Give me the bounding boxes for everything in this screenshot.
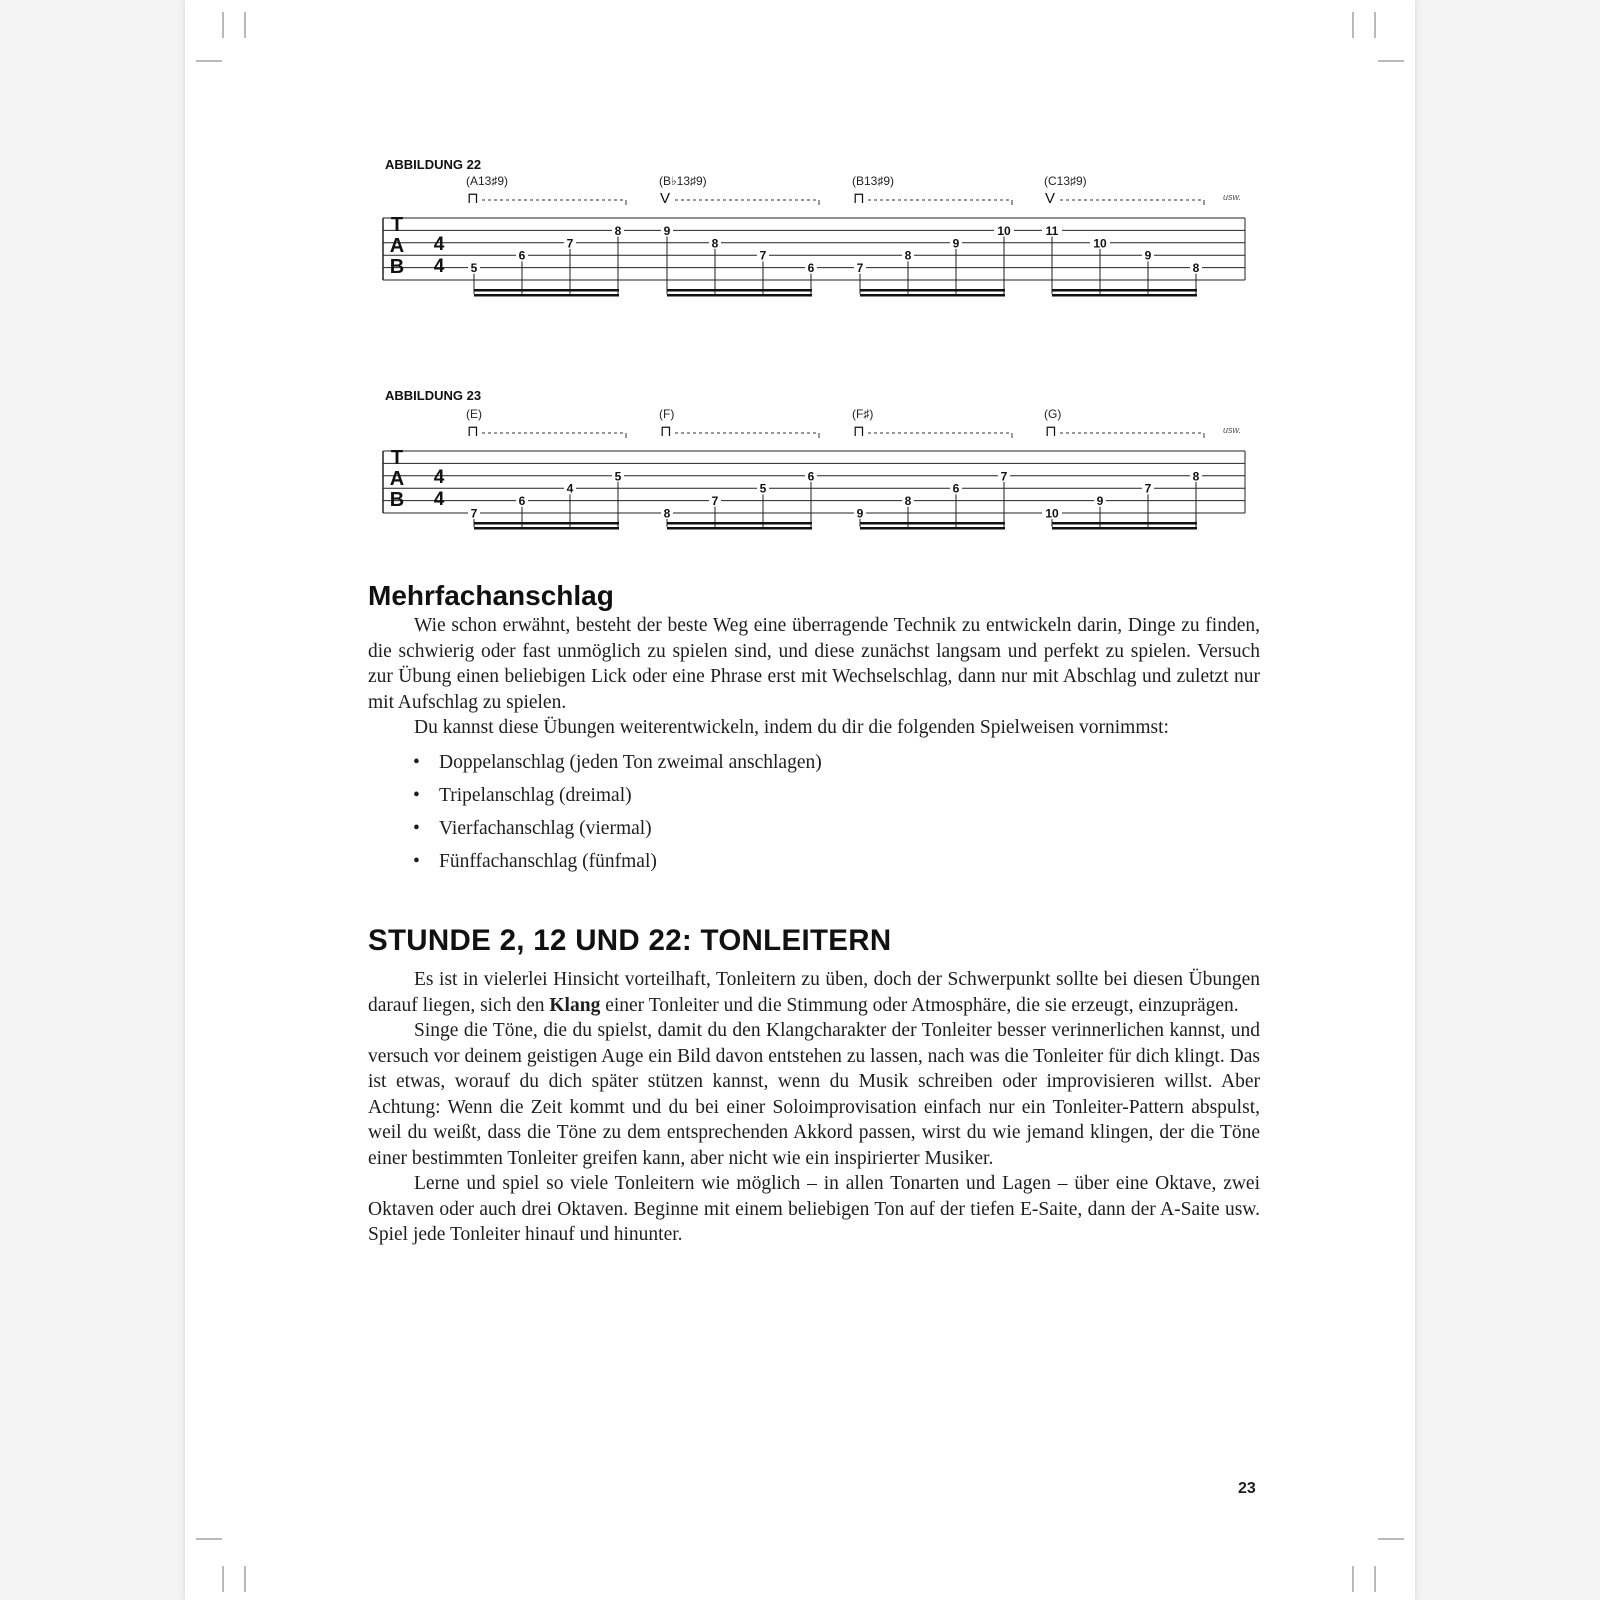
paragraph-text: Lerne und spiel so viele Tonleitern wie möglich – in allen Tonarten und Lagen – über eine Oktave, zwei Oktaven oder auch drei Oktaven. Beginne mit einem beliebigen Ton auf der tiefen E-Saite, dann der A-Saite usw. Spiel jede Tonleiter hinauf und hinunter. bbox=[368, 1173, 1260, 1245]
pick-stroke-symbol: ⊓ bbox=[853, 423, 865, 440]
crop-mark bbox=[1374, 12, 1376, 38]
paragraph-text: Wie schon erwähnt, besteht der beste Weg eine überragende Technik zu entwickeln darin, Dinge zu finden, die schwierig oder fast unmöglich zu spielen sind, und diese zunächst langsam und perfekt zu spielen. Versuch zur Übung einen beliebigen Lick oder eine Phrase erst mit Wechselschlag, dann nur mit Abschlag und zuletzt nur mit Aufschlag zu spielen. bbox=[368, 615, 1260, 713]
fret-number: 5 bbox=[614, 469, 622, 484]
beam bbox=[860, 522, 1005, 525]
fret-number: 6 bbox=[952, 481, 960, 496]
fret-number: 10 bbox=[1045, 506, 1059, 521]
time-signature: 4 bbox=[433, 256, 445, 277]
beam bbox=[474, 527, 619, 530]
fret-number: 7 bbox=[856, 261, 864, 276]
fret-number: 7 bbox=[470, 506, 478, 521]
fret-number: 8 bbox=[904, 248, 912, 263]
fret-number: 6 bbox=[518, 248, 526, 263]
chord-label: (A13♯9) bbox=[466, 174, 509, 188]
fret-number: 7 bbox=[1000, 469, 1008, 484]
fret-number: 8 bbox=[614, 223, 622, 238]
beam bbox=[860, 289, 1005, 292]
beam bbox=[1052, 527, 1197, 530]
fret-number: 6 bbox=[807, 469, 815, 484]
fret-number: 8 bbox=[663, 506, 671, 521]
fret-number: 9 bbox=[952, 236, 960, 251]
crop-mark bbox=[222, 1566, 224, 1592]
pick-stroke-symbol: ⊓ bbox=[853, 190, 865, 207]
beam bbox=[474, 522, 619, 525]
beam bbox=[474, 289, 619, 292]
fret-number: 8 bbox=[904, 494, 912, 509]
fret-number: 9 bbox=[663, 223, 671, 238]
section-heading: Mehrfachanschlag bbox=[368, 580, 614, 611]
tab-clef-letter: B bbox=[389, 256, 405, 278]
fret-number: 4 bbox=[566, 481, 574, 496]
paragraph-text: Singe die Töne, die du spielst, damit du den Klangcharakter der Tonleiter besser verinnerlichen kannst, und versuch vor deinem geistigen Auge ein Bild davon entstehen zu lassen, nach was die Tonleiter für dich klingt. Das ist etwas, worauf du dich später stützen kannst, wenn du Musik schreiben oder improvisieren willst. Aber Achtung: Wenn die Zeit kommt und du bei einer Soloimprovisation einfach nur ein Tonleiter-Pattern abspulst, weil du weißt, dass die Töne zu dem entsprechenden Akkord passen, wirst du wie jemand klingen, der die Töne einer bestimmten Tonleiter greifen kann, aber nicht wie ein inspirierter Musiker. bbox=[368, 1020, 1260, 1169]
crop-mark bbox=[1378, 60, 1404, 62]
crop-mark bbox=[1352, 1566, 1354, 1592]
paragraph-text: Es ist in vielerlei Hinsicht vorteilhaft, Tonleitern zu üben, doch der Schwerpunkt sollte bei diesen Übungen darauf liegen, sich den Klang einer Tonleiter und die Stimmung oder Atmosphäre, die sie erzeugt, einzuprägen. bbox=[368, 969, 1260, 1016]
crop-mark bbox=[244, 1566, 246, 1592]
pick-stroke-symbol: ⊓ bbox=[467, 423, 479, 440]
fret-number: 5 bbox=[470, 261, 478, 276]
beam bbox=[667, 522, 812, 525]
fret-number: 11 bbox=[1045, 223, 1059, 238]
crop-mark bbox=[244, 12, 246, 38]
chord-label: (B♭13♯9) bbox=[659, 174, 707, 188]
fret-number: 8 bbox=[1192, 469, 1200, 484]
fret-number: 7 bbox=[566, 236, 574, 251]
fret-number: 8 bbox=[1192, 261, 1200, 276]
beam bbox=[860, 527, 1005, 530]
fret-number: 6 bbox=[518, 494, 526, 509]
fret-number: 9 bbox=[856, 506, 864, 521]
chord-label: (F) bbox=[659, 407, 675, 421]
beam bbox=[1052, 294, 1197, 297]
tab-clef-letter: T bbox=[390, 214, 404, 236]
crop-mark bbox=[1374, 1566, 1376, 1592]
fret-number: 10 bbox=[997, 223, 1011, 238]
crop-mark bbox=[222, 12, 224, 38]
tab-staff bbox=[380, 405, 1260, 545]
list-item: • Vierfachanschlag (viermal) bbox=[413, 812, 822, 845]
list-item: • Tripelanschlag (dreimal) bbox=[413, 779, 822, 812]
bullet-list bbox=[413, 746, 822, 878]
fret-number: 7 bbox=[759, 248, 767, 263]
fret-number: 5 bbox=[759, 481, 767, 496]
list-item: • Fünffachanschlag (fünfmal) bbox=[413, 845, 822, 878]
chord-label: (B13♯9) bbox=[852, 174, 895, 188]
beam bbox=[667, 527, 812, 530]
pick-stroke-symbol: ⊓ bbox=[660, 423, 672, 440]
crop-mark bbox=[1352, 12, 1354, 38]
end-mark: usw. bbox=[1223, 425, 1242, 435]
chord-label: (E) bbox=[466, 407, 482, 421]
beam bbox=[1052, 522, 1197, 525]
fret-number: 7 bbox=[711, 494, 719, 509]
pick-stroke-symbol: ⊓ bbox=[1045, 423, 1057, 440]
crop-mark bbox=[1378, 1538, 1404, 1540]
chord-label: (F♯) bbox=[852, 407, 874, 421]
bold-term: Klang bbox=[549, 994, 601, 1016]
beam bbox=[474, 294, 619, 297]
beam bbox=[667, 294, 812, 297]
section-heading: STUNDE 2, 12 UND 22: TONLEITERN bbox=[368, 924, 892, 957]
fret-number: 10 bbox=[1093, 236, 1107, 251]
tab-clef-letter: T bbox=[390, 447, 404, 469]
chord-label: (C13♯9) bbox=[1044, 174, 1087, 188]
fret-number: 8 bbox=[711, 236, 719, 251]
fret-number: 6 bbox=[807, 261, 815, 276]
fret-number: 9 bbox=[1144, 248, 1152, 263]
page-number: 23 bbox=[1238, 1480, 1256, 1497]
pick-stroke-symbol: V bbox=[1045, 190, 1056, 207]
fret-number: 7 bbox=[1144, 481, 1152, 496]
crop-mark bbox=[196, 1538, 222, 1540]
beam bbox=[860, 294, 1005, 297]
fret-number: 9 bbox=[1096, 494, 1104, 509]
figure-title: ABBILDUNG 22 bbox=[385, 157, 482, 172]
chord-label: (G) bbox=[1044, 407, 1062, 421]
paragraph bbox=[368, 967, 1260, 1248]
list-item: • Doppelanschlag (jeden Ton zweimal anschlagen) bbox=[413, 746, 822, 779]
crop-mark bbox=[196, 60, 222, 62]
tab-clef-letter: A bbox=[389, 468, 405, 490]
tab-staff bbox=[380, 172, 1260, 312]
paragraph-text: Du kannst diese Übungen weiterentwickeln, indem du dir die folgenden Spielweisen vornimmst: bbox=[414, 717, 1169, 738]
time-signature: 4 bbox=[433, 467, 445, 488]
figure-title: ABBILDUNG 23 bbox=[385, 388, 482, 403]
paragraph bbox=[368, 613, 1260, 741]
pick-stroke-symbol: ⊓ bbox=[467, 190, 479, 207]
tab-clef-letter: A bbox=[389, 235, 405, 257]
beam bbox=[667, 289, 812, 292]
time-signature: 4 bbox=[433, 234, 445, 255]
tab-clef-letter: B bbox=[389, 489, 405, 511]
pick-stroke-symbol: V bbox=[660, 190, 671, 207]
end-mark: usw. bbox=[1223, 192, 1242, 202]
beam bbox=[1052, 289, 1197, 292]
time-signature: 4 bbox=[433, 489, 445, 510]
